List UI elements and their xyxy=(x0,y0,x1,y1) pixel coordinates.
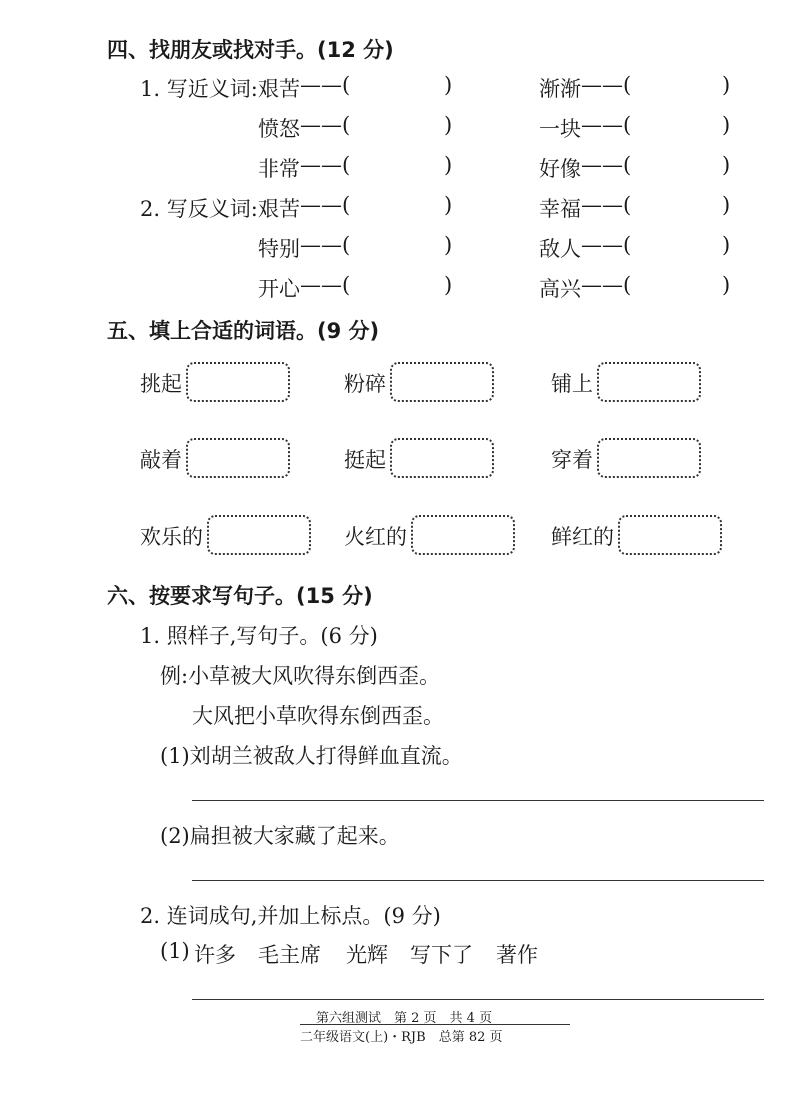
word-item: 许多 xyxy=(194,943,236,967)
pair-word: 愤怒 xyxy=(258,117,300,141)
sentence-2: (2)扁担被大家藏了起来。 xyxy=(160,824,400,848)
pair-word: 一块 xyxy=(539,117,581,141)
answer-line-2[interactable] xyxy=(192,880,764,881)
pair-word: 幸福 xyxy=(539,197,581,221)
paren-close: ) xyxy=(722,73,731,97)
fill-label: 铺上 xyxy=(551,372,593,396)
paren-open: ( xyxy=(623,113,632,137)
answer-box[interactable] xyxy=(597,362,701,402)
pair-word: 开心 xyxy=(258,277,300,301)
pair-word: 敌人 xyxy=(539,237,581,261)
paren-open: ( xyxy=(623,233,632,257)
answer-box[interactable] xyxy=(186,362,290,402)
paren-close: ) xyxy=(722,153,731,177)
footer-divider xyxy=(300,1024,570,1025)
paren-open: ( xyxy=(342,273,351,297)
synonym-label: 1. 写近义词: xyxy=(140,77,258,101)
paren-open: ( xyxy=(342,233,351,257)
paren-close: ) xyxy=(444,273,453,297)
footer-line-2: 二年级语文(上)・RJB 总第 82 页 xyxy=(300,1030,503,1045)
fill-label: 鲜红的 xyxy=(551,525,614,549)
pair-dash: —— xyxy=(581,113,623,137)
answer-line-1[interactable] xyxy=(192,800,764,801)
example-sentence: 例:小草被大风吹得东倒西歪。 xyxy=(160,664,441,688)
fill-label: 穿着 xyxy=(551,448,593,472)
sentence-1: (1)刘胡兰被敌人打得鲜血直流。 xyxy=(160,744,463,768)
paren-close: ) xyxy=(722,273,731,297)
paren-open: ( xyxy=(623,73,632,97)
answer-box[interactable] xyxy=(390,438,494,478)
answer-box[interactable] xyxy=(411,515,515,555)
pair-word: 渐渐 xyxy=(539,77,581,101)
paren-close: ) xyxy=(444,153,453,177)
paren-close: ) xyxy=(444,193,453,217)
word-item: 光辉 xyxy=(346,943,388,967)
antonym-label: 2. 写反义词: xyxy=(140,197,258,221)
word-item: 写下了 xyxy=(410,943,473,967)
answer-box[interactable] xyxy=(186,438,290,478)
q1-title: 1. 照样子,写句子。(6 分) xyxy=(140,624,378,648)
pair-word: 高兴 xyxy=(539,277,581,301)
example-answer: 大风把小草吹得东倒西歪。 xyxy=(192,704,444,728)
pair-dash: —— xyxy=(300,113,342,137)
paren-close: ) xyxy=(444,113,453,137)
pair-dash: —— xyxy=(581,233,623,257)
fill-label: 挺起 xyxy=(344,448,386,472)
pair-dash: —— xyxy=(581,153,623,177)
pair-word: 艰苦 xyxy=(258,77,300,101)
paren-open: ( xyxy=(342,193,351,217)
paren-close: ) xyxy=(722,233,731,257)
pair-dash: —— xyxy=(581,273,623,297)
section-4-title: 四、找朋友或找对手。(12 分) xyxy=(107,38,394,62)
paren-open: ( xyxy=(623,273,632,297)
section-6-title: 六、按要求写句子。(15 分) xyxy=(107,584,373,608)
pair-word: 特别 xyxy=(258,237,300,261)
paren-open: ( xyxy=(342,113,351,137)
answer-line-3[interactable] xyxy=(192,999,764,1000)
fill-label: 欢乐的 xyxy=(140,525,203,549)
answer-box[interactable] xyxy=(207,515,311,555)
word-item: 著作 xyxy=(496,943,538,967)
paren-close: ) xyxy=(444,73,453,97)
paren-open: ( xyxy=(342,153,351,177)
pair-word: 好像 xyxy=(539,157,581,181)
paren-close: ) xyxy=(444,233,453,257)
fill-label: 挑起 xyxy=(140,372,182,396)
paren-open: ( xyxy=(623,193,632,217)
pair-dash: —— xyxy=(581,193,623,217)
pair-dash: —— xyxy=(300,233,342,257)
answer-box[interactable] xyxy=(618,515,722,555)
pair-dash: —— xyxy=(300,273,342,297)
paren-close: ) xyxy=(722,193,731,217)
answer-box[interactable] xyxy=(390,362,494,402)
pair-dash: —— xyxy=(300,73,342,97)
pair-dash: —— xyxy=(581,73,623,97)
paren-close: ) xyxy=(722,113,731,137)
word-item: 毛主席 xyxy=(258,943,321,967)
pair-dash: —— xyxy=(300,153,342,177)
words-label: (1) xyxy=(160,939,190,963)
footer-line-1: 第六组测试 第 2 页 共 4 页 xyxy=(316,1011,493,1026)
paren-open: ( xyxy=(623,153,632,177)
answer-box[interactable] xyxy=(597,438,701,478)
fill-label: 敲着 xyxy=(140,448,182,472)
fill-label: 粉碎 xyxy=(344,372,386,396)
paren-open: ( xyxy=(342,73,351,97)
fill-label: 火红的 xyxy=(344,525,407,549)
pair-dash: —— xyxy=(300,193,342,217)
section-5-title: 五、填上合适的词语。(9 分) xyxy=(107,319,380,343)
pair-word: 非常 xyxy=(258,157,300,181)
pair-word: 艰苦 xyxy=(258,197,300,221)
q2-title: 2. 连词成句,并加上标点。(9 分) xyxy=(140,904,441,928)
